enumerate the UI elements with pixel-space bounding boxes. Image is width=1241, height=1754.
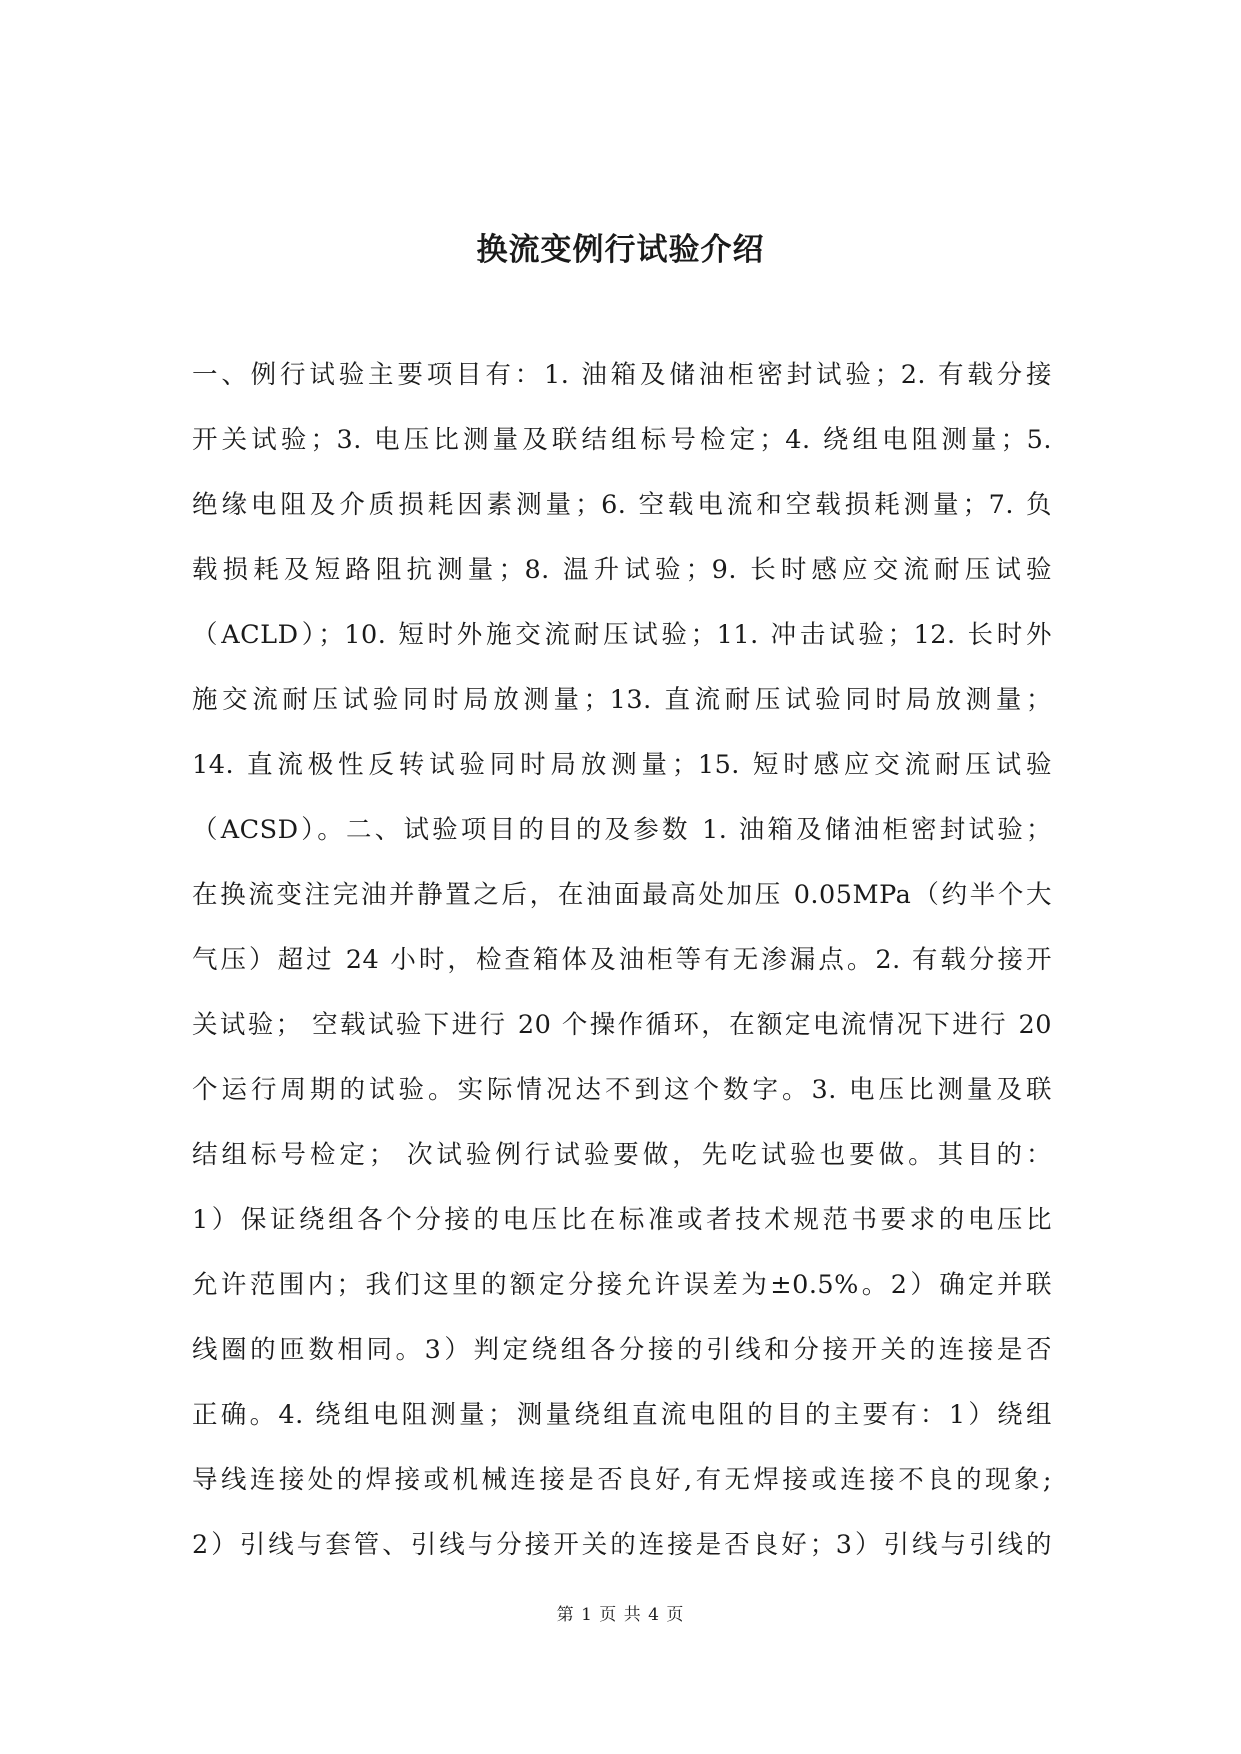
body-line: 关试验； 空载试验下进行 20 个操作循环，在额定电流情况下进行 20 xyxy=(192,1010,1052,1040)
document-title: 换流变例行试验介绍 xyxy=(476,232,765,268)
body-line: 绝缘电阻及介质损耗因素测量；6. 空载电流和空载损耗测量；7. 负 xyxy=(192,490,1052,520)
body-line: 2）引线与套管、引线与分接开关的连接是否良好；3）引线与引线的 xyxy=(192,1530,1052,1560)
page-footer: 第 1 页 共 4 页 xyxy=(556,1605,685,1625)
body-line: 允许范围内；我们这里的额定分接允许误差为±0.5%。2）确定并联 xyxy=(192,1270,1052,1300)
body-line: 1）保证绕组各个分接的电压比在标准或者技术规范书要求的电压比 xyxy=(192,1205,1052,1235)
body-line: （ACSD）。二、试验项目的目的及参数 1. 油箱及储油柜密封试验； xyxy=(192,815,1052,845)
body-line: 一、例行试验主要项目有：1. 油箱及储油柜密封试验；2. 有载分接 xyxy=(192,360,1052,390)
body-line: 个运行周期的试验。实际情况达不到这个数字。3. 电压比测量及联 xyxy=(192,1075,1052,1105)
body-line: 载损耗及短路阻抗测量；8. 温升试验；9. 长时感应交流耐压试验 xyxy=(192,555,1052,585)
body-line: 导线连接处的焊接或机械连接是否良好,有无焊接或连接不良的现象; xyxy=(192,1465,1052,1495)
body-line: 施交流耐压试验同时局放测量；13. 直流耐压试验同时局放测量； xyxy=(192,685,1052,715)
body-line: （ACLD）；10. 短时外施交流耐压试验；11. 冲击试验；12. 长时外 xyxy=(192,620,1052,650)
body-line: 线圈的匝数相同。3）判定绕组各分接的引线和分接开关的连接是否 xyxy=(192,1335,1052,1365)
document-body xyxy=(192,355,1052,1590)
body-line: 在换流变注完油并静置之后，在油面最高处加压 0.05MPa（约半个大 xyxy=(192,880,1052,910)
body-line: 14. 直流极性反转试验同时局放测量；15. 短时感应交流耐压试验 xyxy=(192,750,1052,780)
body-line: 气压）超过 24 小时，检查箱体及油柜等有无渗漏点。2. 有载分接开 xyxy=(192,945,1052,975)
body-line: 正确。4. 绕组电阻测量；测量绕组直流电阻的目的主要有：1）绕组 xyxy=(192,1400,1052,1430)
body-line: 结组标号检定； 次试验例行试验要做，先吃试验也要做。其目的： xyxy=(192,1140,1052,1170)
body-line: 开关试验；3. 电压比测量及联结组标号检定；4. 绕组电阻测量；5. xyxy=(192,425,1052,455)
